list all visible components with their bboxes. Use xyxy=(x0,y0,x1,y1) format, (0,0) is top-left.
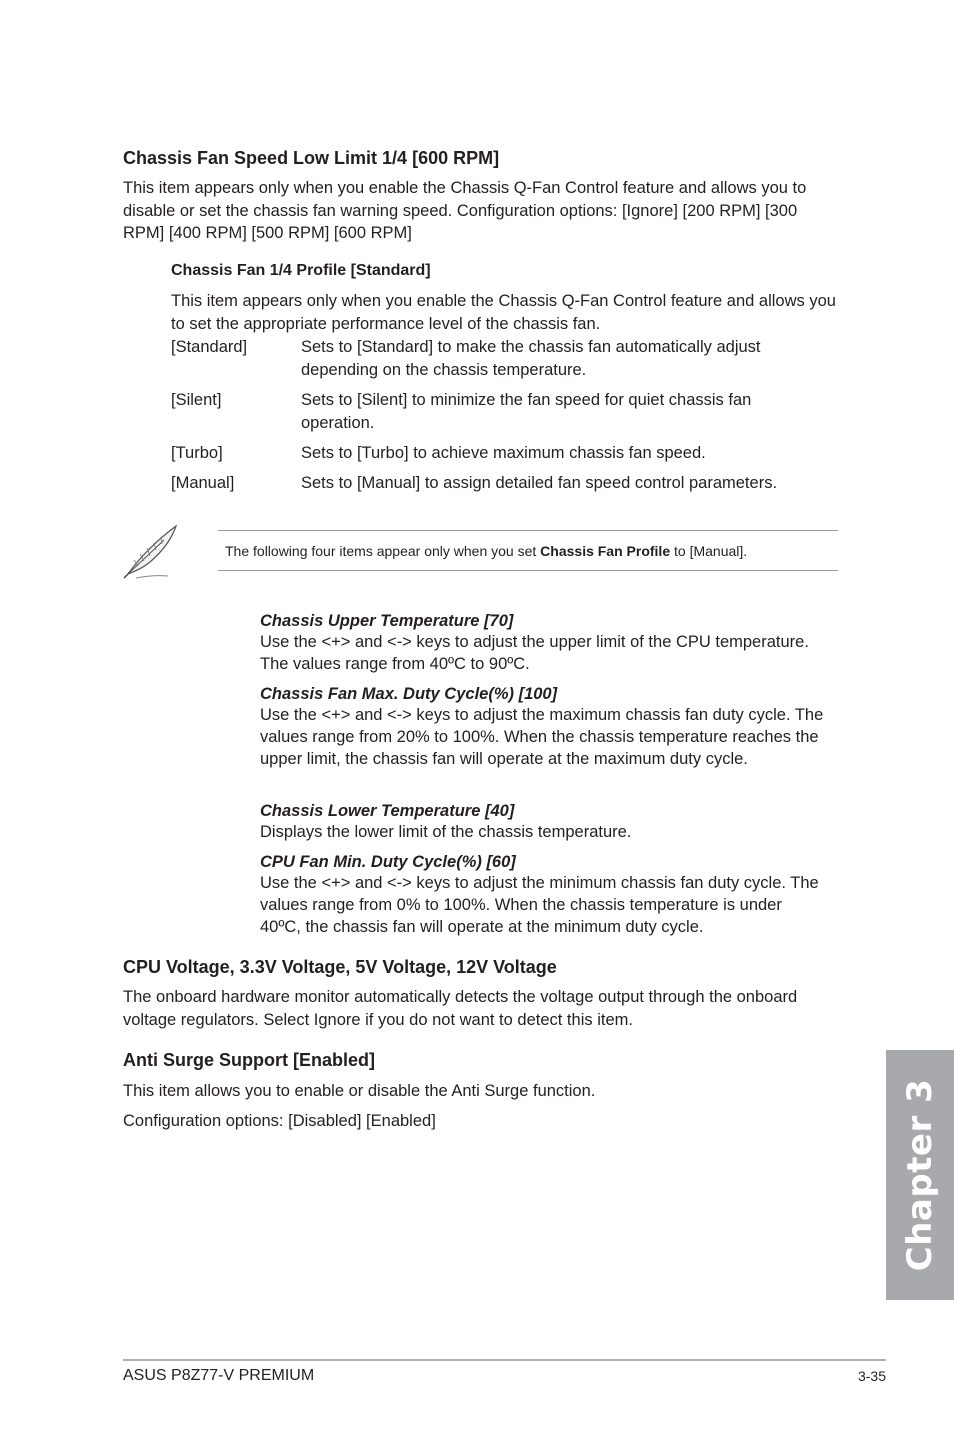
section-title-voltage: CPU Voltage, 3.3V Voltage, 5V Voltage, 12V Voltage xyxy=(123,957,557,977)
section-title-anti-surge: Anti Surge Support [Enabled] xyxy=(123,1050,375,1070)
chapter-tab-label: Chapter 3 xyxy=(900,1078,940,1272)
option-name: [Turbo] xyxy=(171,444,223,462)
option-name: [Manual] xyxy=(171,474,235,492)
subitem-body-min-duty: Use the <+> and <-> keys to adjust the minimum chassis fan duty cycle. The values range from 0% to 100%. When the chassis temperature is under 40ºC, the chassis fan will operate at the minimum duty cycle. xyxy=(260,874,819,936)
subitem-title-lower-temp: Chassis Lower Temperature [40] xyxy=(260,802,515,820)
note-prefix: The following four items appear only when you set xyxy=(225,543,541,559)
footer-page-number: 3-35 xyxy=(857,1368,886,1384)
note-top-divider xyxy=(218,530,838,531)
footer-product-name: ASUS P8Z77-V PREMIUM xyxy=(123,1367,315,1384)
section-body-fan-speed-low-limit: This item appears only when you enable the Chassis Q-Fan Control feature and allows you to disable or set the chassis fan warning speed. Configuration options: [Ignore] [200 RPM] [300 RPM] [400 RPM] [500 RPM] [600 RPM] xyxy=(123,179,807,242)
feather-pen-icon xyxy=(120,522,180,582)
note-bold: Chassis Fan Profile xyxy=(540,543,671,559)
footer-divider xyxy=(123,1359,886,1361)
option-desc: Sets to [Turbo] to achieve maximum chassis fan speed. xyxy=(301,444,706,462)
option-desc: Sets to [Manual] to assign detailed fan speed control parameters. xyxy=(301,474,778,492)
section-title-fan-speed-low-limit: Chassis Fan Speed Low Limit 1/4 [600 RPM] xyxy=(123,148,500,168)
section-title-fan-profile: Chassis Fan 1/4 Profile [Standard] xyxy=(171,262,431,279)
subitem-title-upper-temp: Chassis Upper Temperature [70] xyxy=(260,612,514,630)
subitem-body-lower-temp: Displays the lower limit of the chassis temperature. xyxy=(260,823,632,841)
subitem-body-max-duty: Use the <+> and <-> keys to adjust the maximum chassis fan duty cycle. The values range from 20% to 100%. When the chassis temperature reaches the upper limit, the chassis fan will operate at the maximum duty cycle. xyxy=(260,706,824,768)
section-body-voltage: The onboard hardware monitor automatically detects the voltage output through the onboard voltage regulators. Select Ignore if you do not want to detect this item. xyxy=(123,988,798,1029)
option-desc: Sets to [Silent] to minimize the fan speed for quiet chassis fan operation. xyxy=(301,391,752,432)
subitem-body-upper-temp: Use the <+> and <-> keys to adjust the upper limit of the CPU temperature. The values range from 40ºC to 90ºC. xyxy=(260,633,809,673)
section-config-anti-surge: Configuration options: [Disabled] [Enabled] xyxy=(123,1112,436,1130)
note-bottom-divider xyxy=(218,570,838,571)
option-name: [Silent] xyxy=(171,391,222,409)
option-desc: Sets to [Standard] to make the chassis fan automatically adjust depending on the chassis temperature. xyxy=(301,338,761,379)
note-text xyxy=(225,541,835,561)
note-suffix: to [Manual]. xyxy=(670,543,748,559)
section-body-anti-surge: This item allows you to enable or disable the Anti Surge function. xyxy=(123,1082,596,1100)
section-body-fan-profile: This item appears only when you enable the Chassis Q-Fan Control feature and allows you to set the appropriate performance level of the chassis fan. xyxy=(171,292,836,333)
option-name: [Standard] xyxy=(171,338,248,356)
chapter-tab xyxy=(886,1050,954,1300)
subitem-title-min-duty: CPU Fan Min. Duty Cycle(%) [60] xyxy=(260,853,516,871)
subitem-title-max-duty: Chassis Fan Max. Duty Cycle(%) [100] xyxy=(260,685,558,703)
